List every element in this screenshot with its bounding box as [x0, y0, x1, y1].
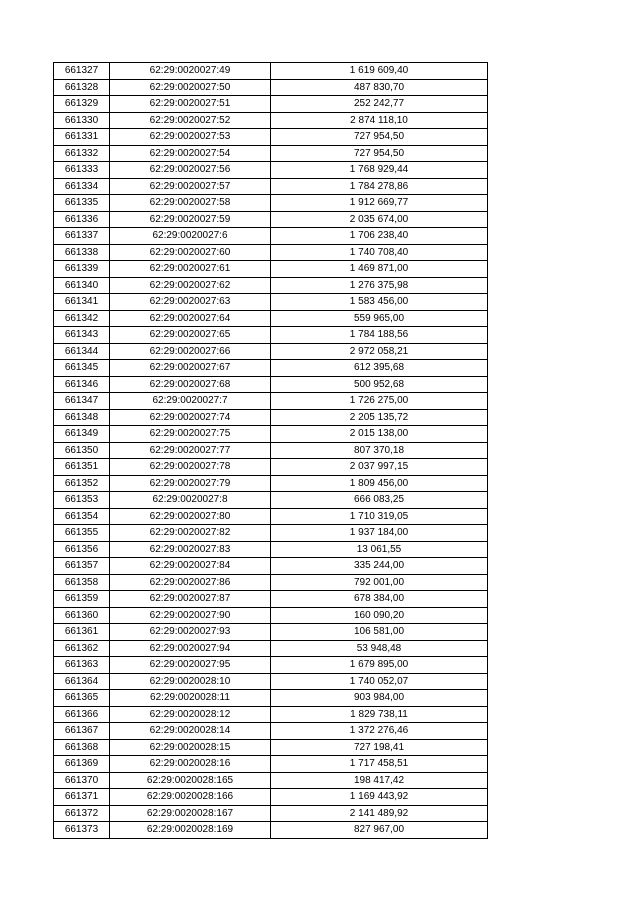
table-row: [54, 178, 488, 195]
cadastral-number-cell: 62:29:0020027:59: [110, 211, 271, 228]
table-row: [54, 96, 488, 113]
row-number-cell: 661364: [54, 673, 110, 690]
cadastral-number-cell: 62:29:0020027:50: [110, 79, 271, 96]
cadastral-value-cell: 2 035 674,00: [271, 211, 488, 228]
row-number-cell: 661349: [54, 426, 110, 443]
cadastral-number-cell: 62:29:0020028:16: [110, 756, 271, 773]
table-row: [54, 772, 488, 789]
cadastral-value-cell: 198 417,42: [271, 772, 488, 789]
cadastral-number-cell: 62:29:0020027:63: [110, 294, 271, 311]
table-row: [54, 211, 488, 228]
cadastral-value-cell: 2 141 489,92: [271, 805, 488, 822]
cadastral-value-cell: 1 809 456,00: [271, 475, 488, 492]
row-number-cell: 661362: [54, 640, 110, 657]
row-number-cell: 661328: [54, 79, 110, 96]
row-number-cell: 661356: [54, 541, 110, 558]
cadastral-value-cell: 827 967,00: [271, 822, 488, 839]
cadastral-number-cell: 62:29:0020028:166: [110, 789, 271, 806]
cadastral-number-cell: 62:29:0020027:90: [110, 607, 271, 624]
cadastral-number-cell: 62:29:0020027:82: [110, 525, 271, 542]
cadastral-number-cell: 62:29:0020027:94: [110, 640, 271, 657]
cadastral-value-table: [53, 62, 488, 839]
cadastral-value-cell: 1 710 319,05: [271, 508, 488, 525]
cadastral-number-cell: 62:29:0020028:167: [110, 805, 271, 822]
table-row: [54, 409, 488, 426]
table-row: [54, 558, 488, 575]
table-row: [54, 657, 488, 674]
cadastral-number-cell: 62:29:0020027:74: [110, 409, 271, 426]
table-row: [54, 277, 488, 294]
cadastral-value-cell: 678 384,00: [271, 591, 488, 608]
row-number-cell: 661339: [54, 261, 110, 278]
table-row: [54, 690, 488, 707]
cadastral-value-cell: 1 619 609,40: [271, 63, 488, 80]
row-number-cell: 661337: [54, 228, 110, 245]
row-number-cell: 661351: [54, 459, 110, 476]
cadastral-number-cell: 62:29:0020028:169: [110, 822, 271, 839]
row-number-cell: 661371: [54, 789, 110, 806]
cadastral-number-cell: 62:29:0020027:57: [110, 178, 271, 195]
cadastral-value-cell: 1 276 375,98: [271, 277, 488, 294]
cadastral-number-cell: 62:29:0020027:6: [110, 228, 271, 245]
table-row: [54, 376, 488, 393]
table-row: [54, 442, 488, 459]
cadastral-value-cell: 1 169 443,92: [271, 789, 488, 806]
cadastral-number-cell: 62:29:0020027:75: [110, 426, 271, 443]
cadastral-value-cell: 1 937 184,00: [271, 525, 488, 542]
cadastral-number-cell: 62:29:0020027:8: [110, 492, 271, 509]
cadastral-number-cell: 62:29:0020027:53: [110, 129, 271, 146]
cadastral-value-cell: 487 830,70: [271, 79, 488, 96]
cadastral-number-cell: 62:29:0020028:15: [110, 739, 271, 756]
row-number-cell: 661343: [54, 327, 110, 344]
cadastral-value-cell: 2 037 997,15: [271, 459, 488, 476]
cadastral-number-cell: 62:29:0020027:78: [110, 459, 271, 476]
cadastral-number-cell: 62:29:0020027:49: [110, 63, 271, 80]
table-row: [54, 310, 488, 327]
table-row: [54, 475, 488, 492]
cadastral-number-cell: 62:29:0020027:64: [110, 310, 271, 327]
table-row: [54, 673, 488, 690]
table-body: [54, 63, 488, 839]
row-number-cell: 661341: [54, 294, 110, 311]
cadastral-number-cell: 62:29:0020027:79: [110, 475, 271, 492]
row-number-cell: 661359: [54, 591, 110, 608]
cadastral-number-cell: 62:29:0020027:51: [110, 96, 271, 113]
cadastral-number-cell: 62:29:0020027:84: [110, 558, 271, 575]
row-number-cell: 661348: [54, 409, 110, 426]
cadastral-number-cell: 62:29:0020027:80: [110, 508, 271, 525]
table-row: [54, 261, 488, 278]
cadastral-value-cell: 1 768 929,44: [271, 162, 488, 179]
cadastral-number-cell: 62:29:0020027:52: [110, 112, 271, 129]
row-number-cell: 661327: [54, 63, 110, 80]
cadastral-value-cell: 1 583 456,00: [271, 294, 488, 311]
row-number-cell: 661345: [54, 360, 110, 377]
row-number-cell: 661369: [54, 756, 110, 773]
cadastral-value-cell: 1 740 052,07: [271, 673, 488, 690]
cadastral-number-cell: 62:29:0020028:165: [110, 772, 271, 789]
row-number-cell: 661344: [54, 343, 110, 360]
table-row: [54, 244, 488, 261]
cadastral-number-cell: 62:29:0020027:87: [110, 591, 271, 608]
row-number-cell: 661332: [54, 145, 110, 162]
cadastral-value-cell: 335 244,00: [271, 558, 488, 575]
row-number-cell: 661347: [54, 393, 110, 410]
row-number-cell: 661367: [54, 723, 110, 740]
cadastral-value-cell: 727 954,50: [271, 145, 488, 162]
cadastral-number-cell: 62:29:0020027:77: [110, 442, 271, 459]
row-number-cell: 661358: [54, 574, 110, 591]
cadastral-value-cell: 1 726 275,00: [271, 393, 488, 410]
cadastral-value-cell: 2 972 058,21: [271, 343, 488, 360]
table-row: [54, 822, 488, 839]
table-row: [54, 739, 488, 756]
row-number-cell: 661355: [54, 525, 110, 542]
table-row: [54, 805, 488, 822]
table-row: [54, 756, 488, 773]
table-row: [54, 426, 488, 443]
row-number-cell: 661335: [54, 195, 110, 212]
row-number-cell: 661372: [54, 805, 110, 822]
row-number-cell: 661365: [54, 690, 110, 707]
cadastral-number-cell: 62:29:0020027:65: [110, 327, 271, 344]
cadastral-number-cell: 62:29:0020027:54: [110, 145, 271, 162]
table-row: [54, 195, 488, 212]
cadastral-number-cell: 62:29:0020027:58: [110, 195, 271, 212]
cadastral-value-cell: 2 015 138,00: [271, 426, 488, 443]
table-row: [54, 63, 488, 80]
cadastral-value-cell: 807 370,18: [271, 442, 488, 459]
table-row: [54, 112, 488, 129]
cadastral-value-cell: 106 581,00: [271, 624, 488, 641]
cadastral-value-cell: 500 952,68: [271, 376, 488, 393]
cadastral-value-cell: 1 784 278,86: [271, 178, 488, 195]
row-number-cell: 661361: [54, 624, 110, 641]
cadastral-number-cell: 62:29:0020027:95: [110, 657, 271, 674]
cadastral-number-cell: 62:29:0020027:56: [110, 162, 271, 179]
cadastral-value-cell: 2 874 118,10: [271, 112, 488, 129]
cadastral-number-cell: 62:29:0020028:12: [110, 706, 271, 723]
cadastral-number-cell: 62:29:0020027:93: [110, 624, 271, 641]
cadastral-value-cell: 1 679 895,00: [271, 657, 488, 674]
cadastral-number-cell: 62:29:0020028:11: [110, 690, 271, 707]
cadastral-value-cell: 612 395,68: [271, 360, 488, 377]
row-number-cell: 661360: [54, 607, 110, 624]
cadastral-value-cell: 903 984,00: [271, 690, 488, 707]
cadastral-value-cell: 1 740 708,40: [271, 244, 488, 261]
row-number-cell: 661357: [54, 558, 110, 575]
cadastral-value-cell: 727 198,41: [271, 739, 488, 756]
table-row: [54, 508, 488, 525]
table-row: [54, 492, 488, 509]
cadastral-value-cell: 2 205 135,72: [271, 409, 488, 426]
cadastral-number-cell: 62:29:0020028:10: [110, 673, 271, 690]
cadastral-value-cell: 1 372 276,46: [271, 723, 488, 740]
table-row: [54, 145, 488, 162]
cadastral-value-cell: 1 912 669,77: [271, 195, 488, 212]
table-row: [54, 327, 488, 344]
row-number-cell: 661333: [54, 162, 110, 179]
table-row: [54, 607, 488, 624]
table-row: [54, 591, 488, 608]
cadastral-number-cell: 62:29:0020027:67: [110, 360, 271, 377]
table-row: [54, 129, 488, 146]
table-row: [54, 706, 488, 723]
row-number-cell: 661346: [54, 376, 110, 393]
cadastral-value-cell: 160 090,20: [271, 607, 488, 624]
cadastral-value-cell: 1 784 188,56: [271, 327, 488, 344]
table-row: [54, 789, 488, 806]
row-number-cell: 661342: [54, 310, 110, 327]
cadastral-value-cell: 666 083,25: [271, 492, 488, 509]
table-row: [54, 360, 488, 377]
table-row: [54, 525, 488, 542]
table-row: [54, 459, 488, 476]
table-row: [54, 393, 488, 410]
row-number-cell: 661330: [54, 112, 110, 129]
cadastral-number-cell: 62:29:0020027:83: [110, 541, 271, 558]
row-number-cell: 661336: [54, 211, 110, 228]
row-number-cell: 661363: [54, 657, 110, 674]
cadastral-value-cell: 727 954,50: [271, 129, 488, 146]
row-number-cell: 661340: [54, 277, 110, 294]
row-number-cell: 661353: [54, 492, 110, 509]
row-number-cell: 661366: [54, 706, 110, 723]
cadastral-number-cell: 62:29:0020027:66: [110, 343, 271, 360]
row-number-cell: 661331: [54, 129, 110, 146]
table-row: [54, 541, 488, 558]
row-number-cell: 661352: [54, 475, 110, 492]
cadastral-value-cell: 1 717 458,51: [271, 756, 488, 773]
cadastral-value-cell: 559 965,00: [271, 310, 488, 327]
row-number-cell: 661329: [54, 96, 110, 113]
table-row: [54, 343, 488, 360]
cadastral-number-cell: 62:29:0020027:7: [110, 393, 271, 410]
row-number-cell: 661350: [54, 442, 110, 459]
row-number-cell: 661338: [54, 244, 110, 261]
table-row: [54, 624, 488, 641]
cadastral-value-cell: 1 829 738,11: [271, 706, 488, 723]
table-row: [54, 228, 488, 245]
table-row: [54, 640, 488, 657]
cadastral-value-cell: 13 061,55: [271, 541, 488, 558]
row-number-cell: 661334: [54, 178, 110, 195]
cadastral-value-cell: 792 001,00: [271, 574, 488, 591]
cadastral-number-cell: 62:29:0020027:68: [110, 376, 271, 393]
row-number-cell: 661370: [54, 772, 110, 789]
table-row: [54, 79, 488, 96]
table-row: [54, 162, 488, 179]
cadastral-number-cell: 62:29:0020027:61: [110, 261, 271, 278]
row-number-cell: 661354: [54, 508, 110, 525]
cadastral-value-cell: 1 706 238,40: [271, 228, 488, 245]
cadastral-value-cell: 252 242,77: [271, 96, 488, 113]
row-number-cell: 661368: [54, 739, 110, 756]
cadastral-number-cell: 62:29:0020027:62: [110, 277, 271, 294]
cadastral-value-cell: 1 469 871,00: [271, 261, 488, 278]
table-row: [54, 723, 488, 740]
table-row: [54, 294, 488, 311]
cadastral-number-cell: 62:29:0020027:60: [110, 244, 271, 261]
row-number-cell: 661373: [54, 822, 110, 839]
cadastral-number-cell: 62:29:0020027:86: [110, 574, 271, 591]
cadastral-number-cell: 62:29:0020028:14: [110, 723, 271, 740]
table-row: [54, 574, 488, 591]
cadastral-value-cell: 53 948,48: [271, 640, 488, 657]
